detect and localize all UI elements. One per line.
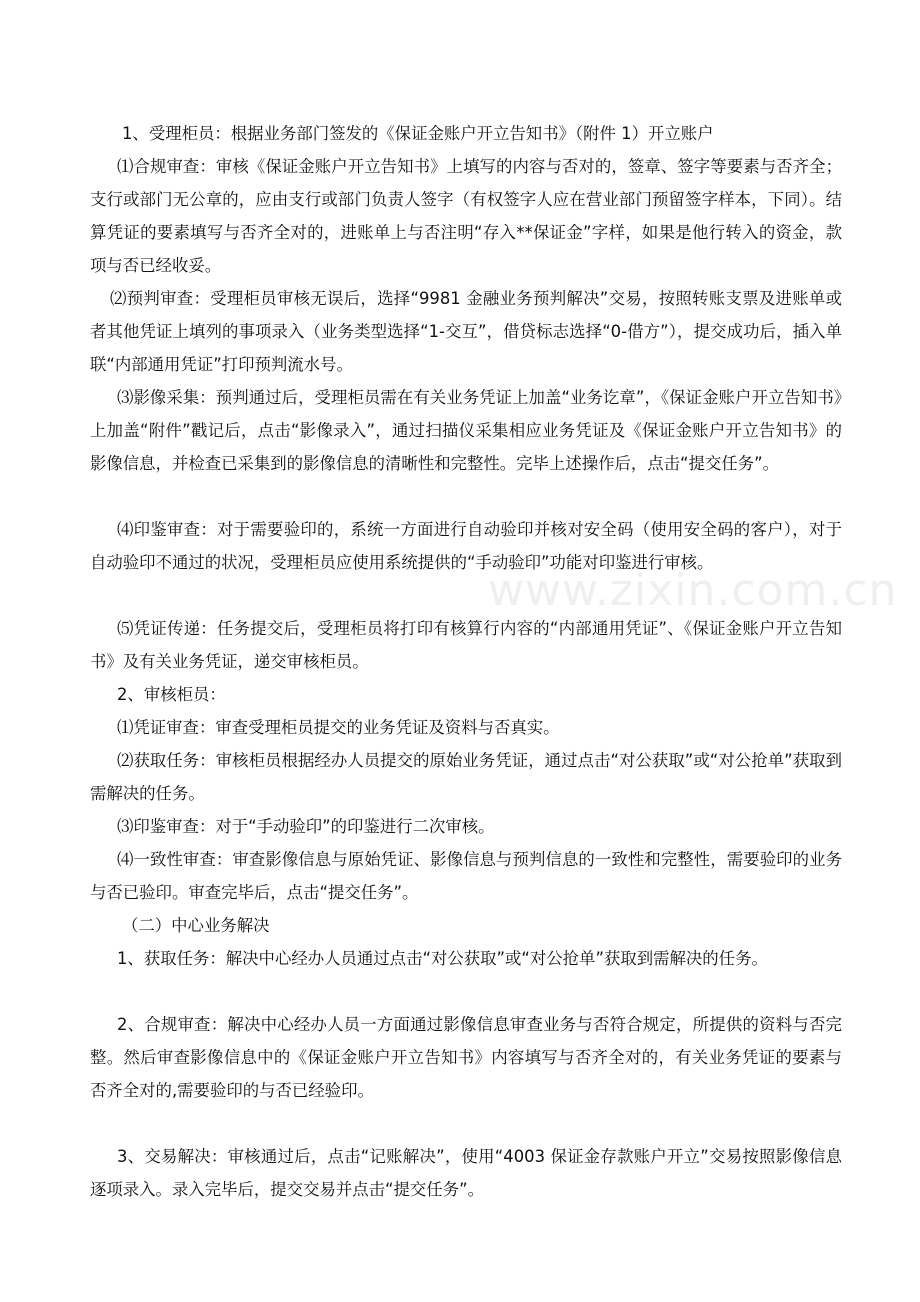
watermark-text: www.zixin.com.cn [488, 565, 898, 616]
section-heading-2: （二）中心业务解决 [122, 916, 270, 935]
paragraph-8: ⑴凭证审查：审查受理柜员提交的业务凭证及资料与否真实。 [117, 718, 560, 737]
paragraph-10: ⑶印鉴审查：对于“手动验印”的印鉴进行二次审核。 [117, 817, 495, 836]
paragraph-12: 1、获取任务：解决中心经办人员通过点击“对公获取”或“对公抢单”获取到需解决的任务。 [117, 949, 768, 968]
paragraph-11: ⑷一致性审查：审查影像信息与原始凭证、影像信息与预判信息的一致性和完整性，需要验印的业务与否已验印。审查完毕后，点击“提交任务”。 [90, 850, 842, 902]
paragraph-7: 2、审核柜员： [117, 685, 226, 704]
paragraph-1: 1、受理柜员：根据业务部门签发的《保证金账户开立告知书》（附件 1）开立账户 [122, 124, 714, 143]
paragraph-3: ⑵预判审查：受理柜员审核无误后，选择“9981 金融业务预判解决”交易，按照转账支票及进账单或者其他凭证上填列的事项录入（业务类型选择“1-交互”，借贷标志选择“0-借方”），提交成功后，插入单联“内部通用凭证”打印预判流水号。 [90, 289, 842, 374]
paragraph-2: ⑴合规审查：审核《保证金账户开立告知书》上填写的内容与否对的，签章、签字等要素与否齐全；支行或部门无公章的，应由支行或部门负责人签字（有权签字人应在营业部门预留签字样本，下同）。结算凭证的要素填写与否齐全对的，进账单上与否注明“存入**保证金”字样，如果是他行转入的资金，款项与否已经收妥。 [90, 157, 842, 275]
paragraph-14: 3、交易解决：审核通过后，点击“记账解决”，使用“4003 保证金存款账户开立”交易按照影像信息逐项录入。录入完毕后，提交交易并点击“提交任务”。 [90, 1147, 842, 1199]
paragraph-4: ⑶影像采集：预判通过后，受理柜员需在有关业务凭证上加盖“业务讫章”，《保证金账户开立告知书》上加盖“附件”戳记后，点击“影像录入”，通过扫描仪采集相应业务凭证及《保证金账户开立告知书》的影像信息，并检查已采集到的影像信息的清晰性和完整性。完毕上述操作后，点击“提交任务”。 [90, 388, 842, 473]
paragraph-13: 2、合规审查：解决中心经办人员一方面通过影像信息审查业务与否符合规定，所提供的资料与否完整。然后审查影像信息中的《保证金账户开立告知书》内容填写与否齐全对的，有关业务凭证的要素与否齐全对的,需要验印的与否已经验印。 [90, 1015, 842, 1100]
paragraph-9: ⑵获取任务：审核柜员根据经办人员提交的原始业务凭证，通过点击“对公获取”或“对公抢单”获取到需解决的任务。 [90, 751, 842, 803]
paragraph-6: ⑸凭证传递：任务提交后，受理柜员将打印有核算行内容的“内部通用凭证”、《保证金账户开立告知书》及有关业务凭证，递交审核柜员。 [90, 619, 842, 671]
paragraph-5: ⑷印鉴审查：对于需要验印的，系统一方面进行自动验印并核对安全码（使用安全码的客户），对于自动验印不通过的状况，受理柜员应使用系统提供的“手动验印”功能对印鉴进行审核。 [90, 520, 842, 572]
